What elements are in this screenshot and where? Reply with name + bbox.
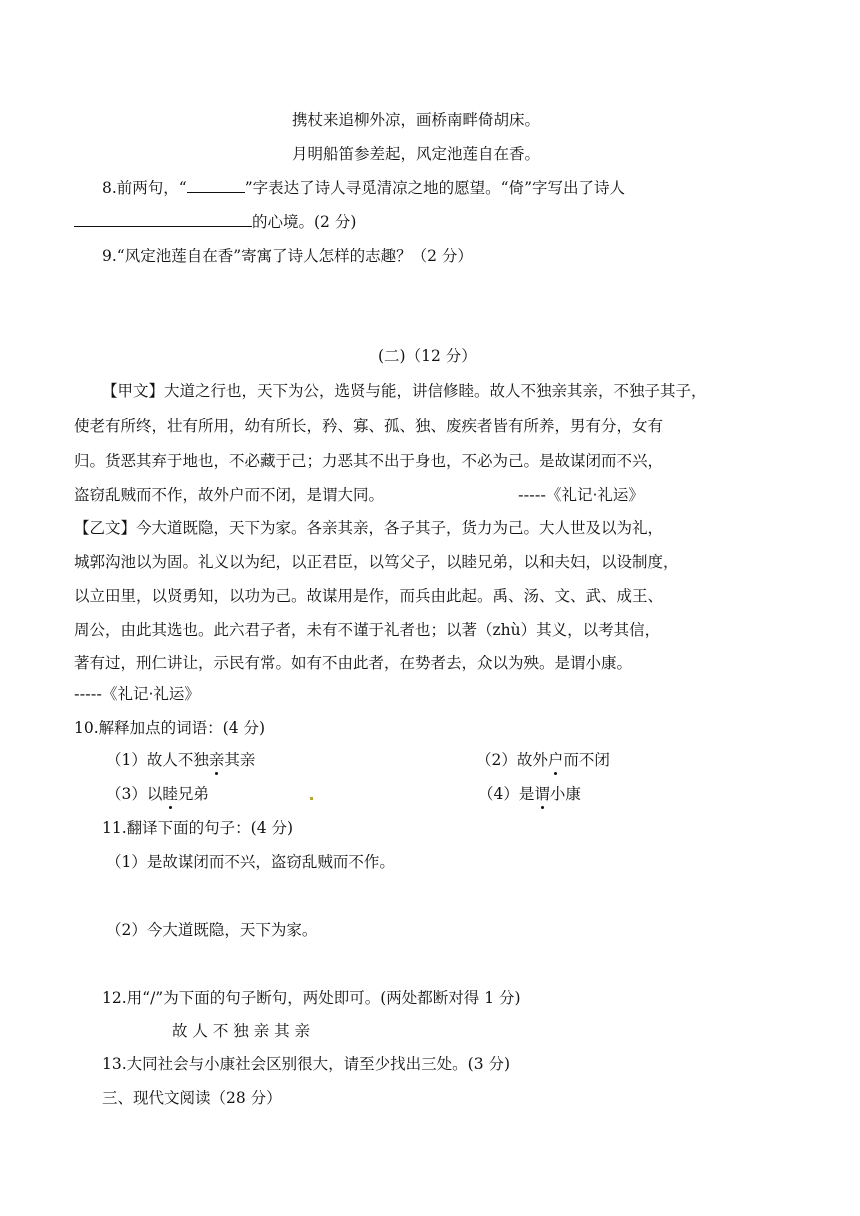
yi-text-line-5: 著有过，刑仁讲让，示民有常。如有不由此者，在势者去，众以为殃。是谓小康。 xyxy=(74,654,633,672)
section-3-title: 三、现代文阅读（28 分） xyxy=(102,1089,282,1107)
dotted-word: 亲 xyxy=(208,751,225,769)
jia-text-line-1: 【甲文】大道之行也，天下为公，选贤与能，讲信修睦。故人不独亲其亲，不独子其子， xyxy=(102,382,707,400)
q11-sentence-2: （2）今大道既隐，天下为家。 xyxy=(106,921,318,939)
dotted-word: 户 xyxy=(547,751,564,769)
yi-text-line-3: 以立田里，以贤勇知，以功为己。故谋用是作，而兵由此起。禹、汤、文、武、成王、 xyxy=(74,587,664,605)
q11-sentence-1: （1）是故谋闭而不兴，盗窃乱贼而不作。 xyxy=(106,853,395,871)
poem-line-2: 月明船笛参差起，风定池莲自在香。 xyxy=(292,145,541,163)
answer-blank-long[interactable] xyxy=(74,212,252,227)
yi-source: -----《礼记·礼运》 xyxy=(74,685,200,703)
poem-line-1: 携杖来追柳外凉，画桥南畔倚胡床。 xyxy=(292,111,541,129)
question-11-stem: 11.翻译下面的句子：(4 分) xyxy=(102,819,294,837)
yi-text-line-4: 周公，由此其选也。此六君子者，未有不谨于礼者也；以著（zhù）其义，以考其信， xyxy=(74,621,661,639)
question-10-stem: 10.解释加点的词语：(4 分) xyxy=(74,719,266,737)
jia-text-line-4: 盗窃乱贼而不作，故外户而不闭，是谓大同。 xyxy=(74,486,385,504)
q10-item-1: （1）故人不独亲其亲 xyxy=(106,751,256,769)
question-13: 13.大同社会与小康社会区别很大，请至少找出三处。(3 分) xyxy=(102,1055,511,1073)
q8-mid: ”字表达了诗人寻觅清凉之地的愿望。“倚”字写出了诗人 xyxy=(244,179,625,197)
yi-text-line-2: 城郭沟池以为固。礼义以为纪，以正君臣，以笃父子，以睦兄弟，以和夫妇，以设制度， xyxy=(74,553,679,571)
question-12-stem: 12.用“/”为下面的句子断句，两处即可。(两处都断对得 1 分) xyxy=(102,989,521,1007)
q10-item-3: （3）以睦兄弟 xyxy=(106,785,209,803)
question-9: 9.“风定池莲自在香”寄寓了诗人怎样的志趣？（2 分） xyxy=(102,247,473,265)
q12-sentence: 故 人 不 独 亲 其 亲 xyxy=(172,1022,311,1040)
q8-prefix: 8.前两句，“ xyxy=(102,179,187,197)
jia-source: -----《礼记·礼运》 xyxy=(518,486,644,504)
answer-blank-short[interactable] xyxy=(187,178,245,193)
question-8-line-1 xyxy=(102,178,625,198)
dotted-word: 谓 xyxy=(534,785,550,803)
jia-text-line-3: 归。货恶其弃于地也，不必藏于己；力恶其不出于身也，不必为己。是故谋闭而不兴， xyxy=(74,452,664,470)
q8-suffix: 的心境。(2 分) xyxy=(252,213,357,231)
q10-item-4: （4）是谓小康 xyxy=(478,785,581,803)
section-2-title: (二)（12 分） xyxy=(378,347,477,365)
scan-speck xyxy=(310,797,313,800)
jia-text-line-2: 使老有所终，壮有所用，幼有所长，矜、寡、孤、独、废疾者皆有所养，男有分，女有 xyxy=(74,417,664,435)
yi-text-line-1: 【乙文】今大道既隐，天下为家。各亲其亲，各子其子，货力为己。大人世及以为礼， xyxy=(74,519,664,537)
dotted-word: 睦 xyxy=(162,785,178,803)
q10-item-2: （2）故外户而不闭 xyxy=(476,751,610,769)
question-8-line-2 xyxy=(74,212,356,232)
